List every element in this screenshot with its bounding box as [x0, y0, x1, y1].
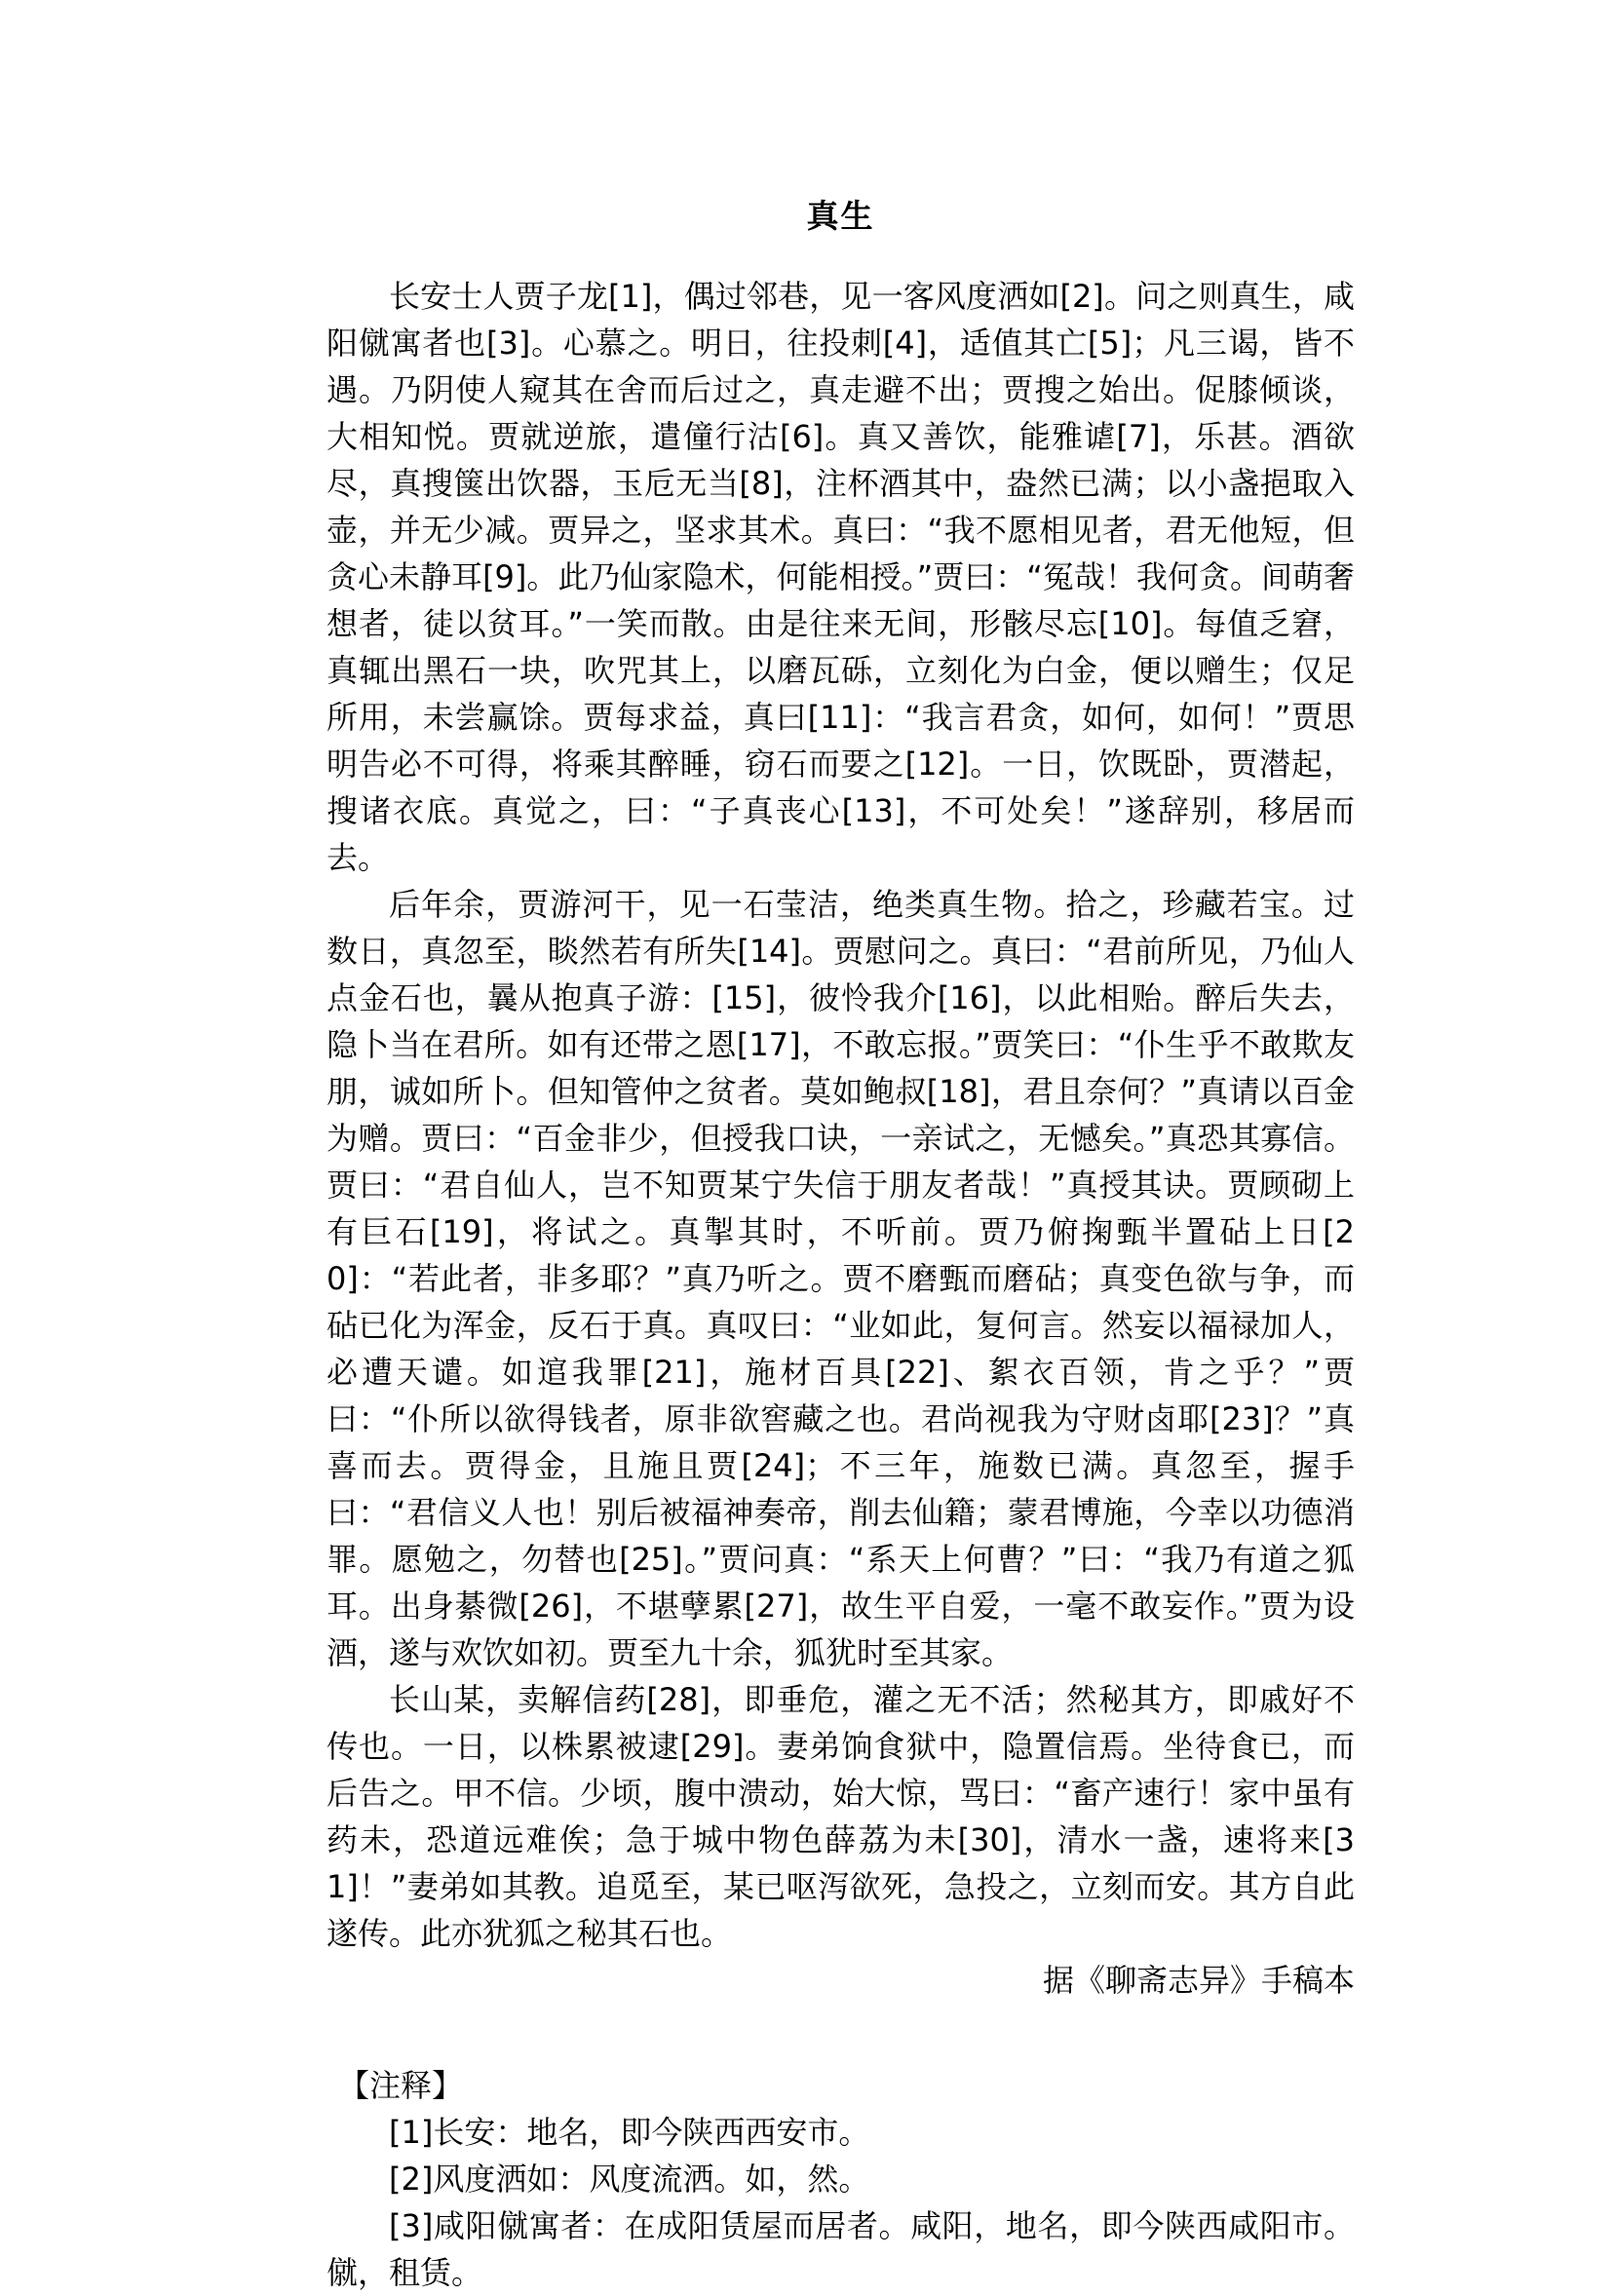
story-paragraph: 后年余，贾游河干，见一石莹洁，绝类真生物。拾之，珍藏若宝。过数日，真忽至，睒然若有所失[14]。贾慰问之。真曰：“君前所见，乃仙人点金石也，曩从抱真子游：[15]，彼怜我介[16]，以此相贻。醉后失去，隐卜当在君所。如有还带之恩[17]，不敢忘报。”贾笑曰：“仆生乎不敢欺友朋，诚如所卜。但知管仲之贫者。莫如鲍叔[18]，君且奈何？”真请以百金为赠。贾曰：“百金非少，但授我口诀，一亲试之，无憾矣。”真恐其寡信。贾曰：“君自仙人，岂不知贾某宁失信于朋友者哉！”真授其诀。贾顾砌上有巨石[19]，将试之。真掣其时，不听前。贾乃俯掬甄半置砧上日[20]：“若此者，非多耶？”真乃听之。贾不磨甄而磨砧；真变色欲与争，而砧已化为浑金，反石于真。真叹曰：“业如此，复何言。然妄以福禄加人，必遭天谴。如逭我罪[21]，施材百具[22]、絮衣百领，肯之乎？”贾曰：“仆所以欲得钱者，原非欲窖藏之也。君尚视我为守财卤耶[23]？”真喜而去。贾得金，且施且贾[24]；不三年，施数已满。真忽至，握手曰：“君信义人也！别后被福神奏帝，削去仙籍；蒙君博施，今幸以功德消罪。愿勉之，勿替也[25]。”贾问真：“系天上何曹？”曰：“我乃有道之狐耳。出身綦微[26]，不堪孽累[27]，故生平自爱，一毫不敢妄作。”贾为设酒，遂与欢饮如初。贾至九十余，狐犹时至其家。 — [326, 886, 1355, 1671]
story-paragraph: 长山某，卖解信药[28]，即垂危，灌之无不活；然秘其方，即戚好不传也。一日，以株累被逮[29]。妻弟饷食狱中，隐置信焉。坐待食已，而后告之。甲不信。少顷，腹中溃动，始大惊，骂曰：“畜产速行！家中虽有药未，恐道远难俟；急于城中物色薛荔为未[30]，清水一盏，速将来[31]！”妻弟如其教。追觅至，某已呕泻欲死，急投之，立刻而安。其方自此遂传。此亦犹狐之秘其石也。 — [326, 1681, 1355, 1952]
story-paragraph: 长安士人贾子龙[1]，偶过邻巷，见一客风度洒如[2]。问之则真生，咸阳僦寓者也[3]。心慕之。明日，往投刺[4]，适值其亡[5]；凡三谒，皆不遇。乃阴使人窥其在舍而后过之，真走避不出；贾搜之始出。促膝倾谈，大相知悦。贾就逆旅，遣僮行沽[6]。真又善饮，能雅谑[7]，乐甚。酒欲尽，真搜箧出饮器，玉卮无当[8]，注杯酒其中，盎然已满；以小盏挹取入壶，并无少减。贾异之，坚求其术。真曰：“我不愿相见者，君无他短，但贪心未静耳[9]。此乃仙家隐术，何能相授。”贾曰：“冤哉！我何贪。间萌奢想者，徒以贫耳。”一笑而散。由是往来无间，形骸尽忘[10]。每值乏窘，真辄出黑石一块，吹咒其上，以磨瓦砾，立刻化为白金，便以赠生；仅足所用，未尝赢馀。贾每求益，真曰[11]：“我言君贪，如何，如何！”贾思明告必不可得，将乘其醉睡，窃石而要之[12]。一日，饮既卧，贾潜起，搜诸衣底。真觉之，曰：“子真丧心[13]，不可处矣！”遂辞别，移居而去。 — [326, 278, 1355, 876]
story-body — [326, 273, 1355, 1957]
page-title: 真生 — [806, 197, 875, 235]
note-item: [2]风度洒如：风度流洒。如，然。 — [389, 2161, 870, 2198]
notes-heading: 【注释】 — [338, 2067, 464, 2104]
document-page — [326, 195, 1355, 2296]
note-item: [1]长安：地名，即今陕西西安市。 — [389, 2114, 870, 2151]
notes-section — [326, 2062, 1355, 2296]
source-citation: 据《聊斋志异》手稿本 — [1042, 1962, 1355, 1999]
note-item: [3]咸阳僦寓者：在成阳赁屋而居者。咸阳，地名，即今陕西咸阳市。僦，租赁。 — [326, 2207, 1355, 2291]
